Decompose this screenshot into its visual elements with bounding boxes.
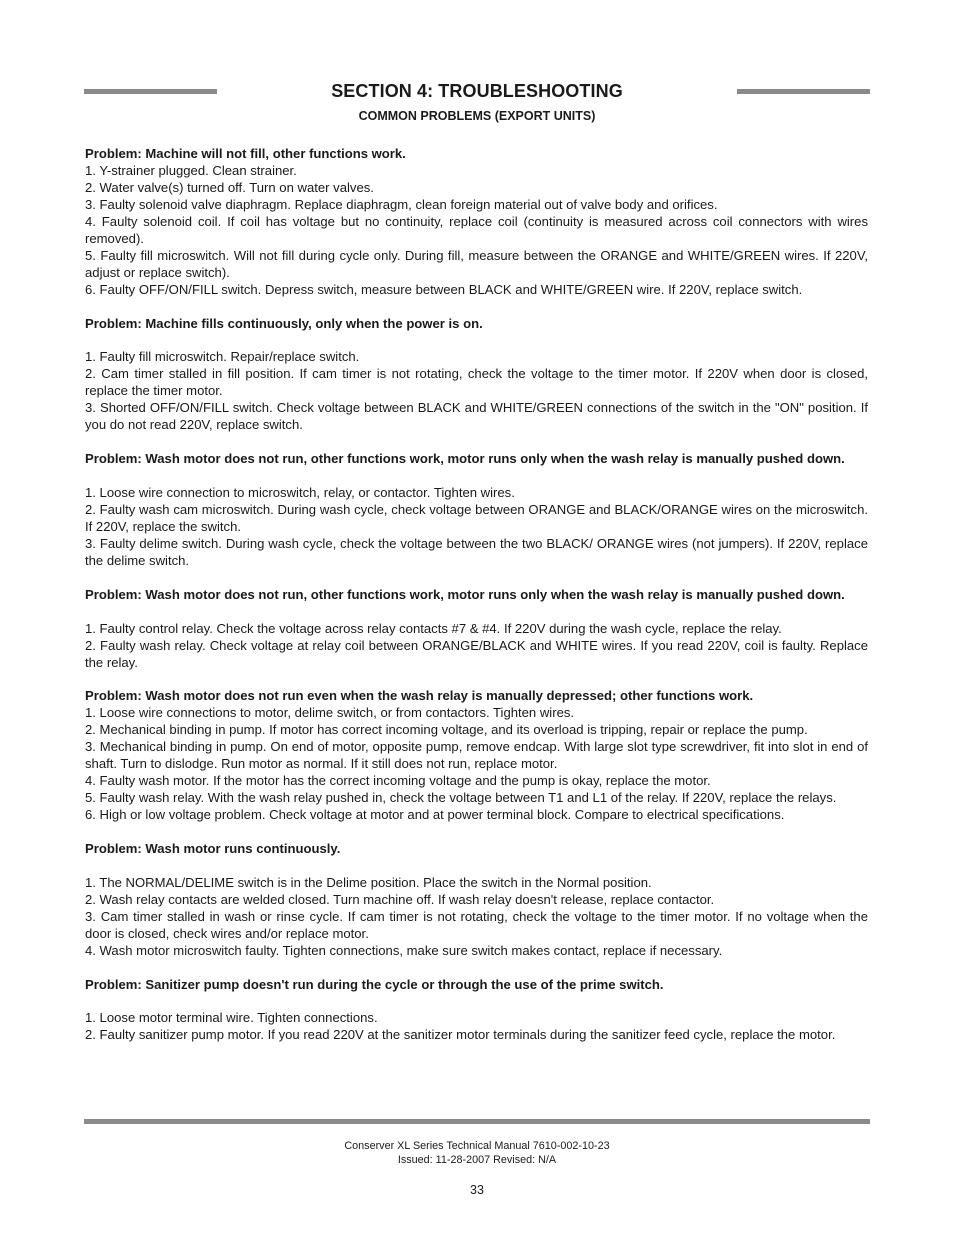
solution-item: 1. The NORMAL/DELIME switch is in the Delime position. Place the switch in the Normal position. — [85, 874, 652, 890]
troubleshooting-content — [85, 146, 868, 1061]
solution-item: 2. Mechanical binding in pump. If motor has correct incoming voltage, and its overload is tripping, repair or replace the pump. — [85, 722, 808, 738]
footer — [0, 1140, 954, 1167]
problem-section — [85, 316, 868, 435]
solution-item: 1. Loose wire connections to motor, delime switch, or from contactors. Tighten wires. — [85, 705, 575, 721]
problem-heading: Problem: Wash motor does not run, other functions work, motor runs only when the wash relay is manually pushed down. — [85, 586, 845, 602]
problem-heading: Problem: Wash motor runs continuously. — [85, 840, 341, 856]
solution-item: 2. Cam timer stalled in fill position. If cam timer is not rotating, check the voltage to the timer motor. If 220V when door is closed, replace the timer motor. — [85, 366, 868, 399]
solution-item: 4. Faulty wash motor. If the motor has the correct incoming voltage and the pump is okay, replace the motor. — [85, 773, 711, 789]
solution-item: 3. Cam timer stalled in wash or rinse cycle. If cam timer is not rotating, check the voltage to the timer motor. If no voltage when the door is closed, check wires and/or replace motor. — [85, 908, 868, 941]
solution-item: 2. Water valve(s) turned off. Turn on water valves. — [85, 179, 374, 195]
problem-heading: Problem: Wash motor does not run even when the wash relay is manually depressed; other functions work. — [85, 688, 754, 704]
problem-section — [85, 841, 868, 960]
solution-item: 1. Faulty fill microswitch. Repair/replace switch. — [85, 349, 360, 365]
solution-item: 3. Faulty delime switch. During wash cycle, check the voltage between the two BLACK/ ORANGE wires (not jumpers). If 220V, replace the delime switch. — [85, 535, 868, 568]
solution-item: 1. Y-strainer plugged. Clean strainer. — [85, 162, 297, 178]
solution-item: 3. Mechanical binding in pump. On end of motor, opposite pump, remove endcap. With large slot type screwdriver, fit into slot in end of shaft. Turn to dislodge. Run motor as normal. If it still does not run, replace motor. — [85, 739, 868, 772]
solution-item: 6. Faulty OFF/ON/FILL switch. Depress switch, measure between BLACK and WHITE/GREEN wire. If 220V, replace switch. — [85, 281, 803, 297]
footer-issue-date: Issued: 11-28-2007 Revised: N/A — [397, 1153, 557, 1166]
problem-heading: Problem: Sanitizer pump doesn't run during the cycle or through the use of the prime switch. — [85, 976, 664, 992]
solution-item: 2. Faulty wash cam microswitch. During wash cycle, check voltage between ORANGE and BLACK/ORANGE wires on the microswitch. If 220V, replace the switch. — [85, 501, 868, 534]
solution-item: 1. Loose wire connection to microswitch, relay, or contactor. Tighten wires. — [85, 485, 515, 500]
solution-item: 2. Wash relay contacts are welded closed. Turn machine off. If wash relay doesn't release, replace contactor. — [85, 891, 715, 907]
problem-heading: Problem: Wash motor does not run, other functions work, motor runs only when the wash relay is manually pushed down. — [85, 451, 845, 467]
solution-item: 5. Faulty fill microswitch. Will not fill during cycle only. During fill, measure between the ORANGE and WHITE/GREEN wires. If 220V, adjust or replace switch). — [85, 247, 868, 280]
solution-item: 1. Faulty control relay. Check the voltage across relay contacts #7 & #4. If 220V during the wash cycle, replace the relay. — [85, 620, 782, 636]
problem-section — [85, 146, 868, 299]
page-number: 33 — [470, 1183, 484, 1197]
footer-manual-title: Conserver XL Series Technical Manual 7610-002-10-23 — [344, 1140, 610, 1152]
solution-item: 5. Faulty wash relay. With the wash relay pushed in, check the voltage between T1 and L1 of the relay. If 220V, replace the relays. — [85, 790, 837, 806]
solution-item: 3. Faulty solenoid valve diaphragm. Replace diaphragm, clean foreign material out of valve body and orifices. — [85, 196, 718, 212]
solution-item: 1. Loose motor terminal wire. Tighten connections. — [85, 1010, 378, 1026]
solution-item: 4. Wash motor microswitch faulty. Tighten connections, make sure switch makes contact, replace if necessary. — [85, 942, 723, 958]
problem-section — [85, 587, 868, 672]
solution-item: 2. Faulty sanitizer pump motor. If you read 220V at the sanitizer motor terminals during the sanitizer feed cycle, replace the motor. — [85, 1027, 836, 1043]
problem-heading: Problem: Machine fills continuously, only when the power is on. — [85, 315, 483, 331]
solution-item: 3. Shorted OFF/ON/FILL switch. Check voltage between BLACK and WHITE/GREEN connections of the switch in the "ON" position. If you do not read 220V, replace switch. — [85, 400, 868, 433]
page-subtitle: COMMON PROBLEMS (EXPORT UNITS) — [358, 109, 596, 123]
page-title: SECTION 4: TROUBLESHOOTING — [331, 81, 623, 101]
problem-section — [85, 688, 868, 824]
solution-item: 4. Faulty solenoid coil. If coil has voltage but no continuity, replace coil (continuity is measured across coil connectors with wires removed). — [85, 213, 868, 246]
problem-section — [85, 451, 868, 570]
footer-rule — [84, 1119, 870, 1124]
solution-item: 2. Faulty wash relay. Check voltage at relay coil between ORANGE/BLACK and WHITE wires. If you read 220V, coil is faulty. Replace the relay. — [85, 637, 868, 670]
problem-section — [85, 977, 868, 1045]
problem-heading: Problem: Machine will not fill, other functions work. — [85, 146, 406, 161]
solution-item: 6. High or low voltage problem. Check voltage at motor and at power terminal block. Compare to electrical specifications. — [85, 807, 785, 823]
